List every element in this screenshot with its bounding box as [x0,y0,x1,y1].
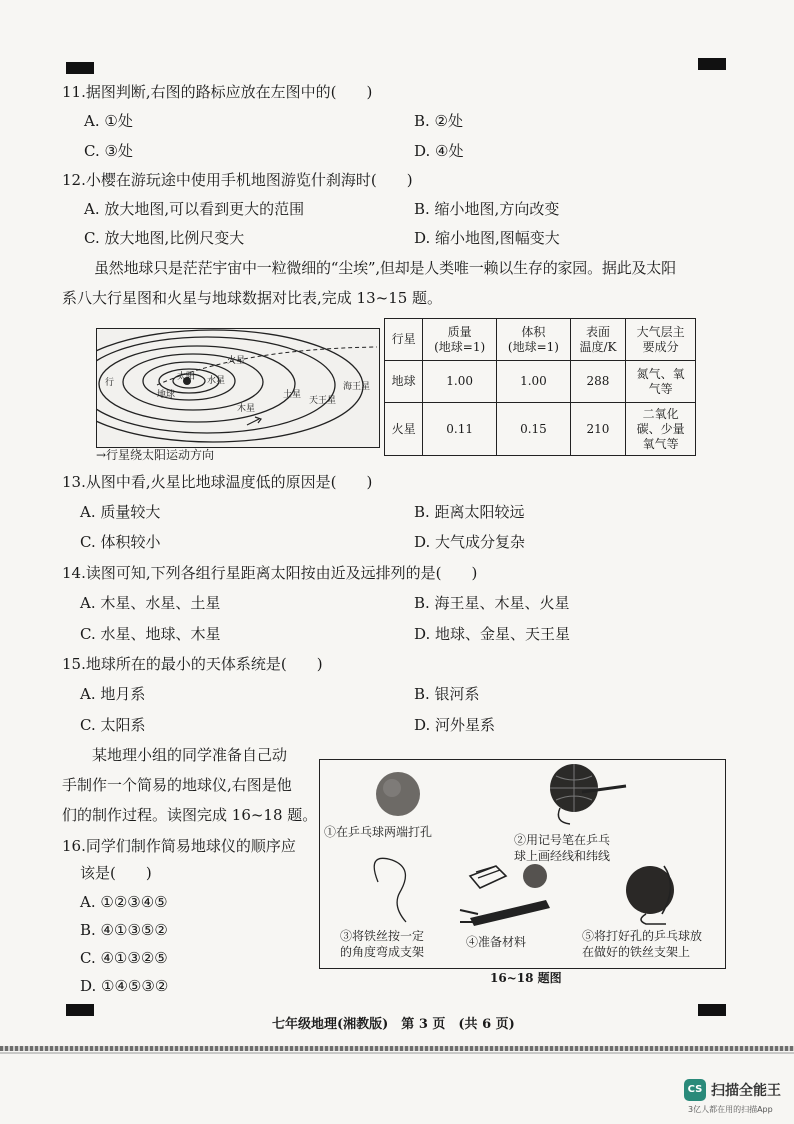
label-jupiter: 木星 [237,404,256,414]
q13-option-c[interactable]: C. 体积较小 [80,533,161,551]
q13-option-b[interactable]: B. 距离太阳较远 [414,503,525,521]
cell-mars-temperature: 210 [570,403,625,456]
step5-caption-line1: ⑤将打好孔的乒乓球放 [582,929,703,943]
q14-stem: 14.读图可知,下列各组行星距离太阳按由近及远排列的是( ) [62,564,478,582]
cell-mars-mass: 0.11 [423,403,497,456]
step2-caption-line1: ②用记号笔在乒乓 [514,833,611,847]
q14-option-c[interactable]: C. 水星、地球、木星 [80,625,221,643]
step5-caption-line2: 在做好的铁丝支架上 [582,945,691,959]
globe-making-figure [319,759,726,969]
label-fragment: 行 [105,378,115,388]
intro-16-18-line1: 某地理小组的同学准备自己动 [92,746,288,764]
camscanner-name: 扫描全能王 [711,1083,781,1099]
header-temperature: 表面 温度/K [570,319,625,361]
finished-globe-icon [626,866,674,914]
q14-option-b[interactable]: B. 海王星、木星、火星 [414,594,570,612]
q12-option-a[interactable]: A. 放大地图,可以看到更大的范围 [84,200,305,218]
step4-caption: ④准备材料 [466,935,527,949]
cell-mars-name: 火星 [385,403,423,456]
cell-earth-mass: 1.00 [423,361,497,403]
wire-coil-icon [470,866,506,888]
label-uranus: 天王星 [309,396,337,406]
q15-option-d[interactable]: D. 河外星系 [414,716,496,734]
q14-option-a[interactable]: A. 木星、水星、土星 [80,594,221,612]
label-sun: 太阳 [177,372,196,382]
cell-earth-temperature: 288 [570,361,625,403]
cell-earth-atmosphere: 氮气、氧 气等 [626,361,696,403]
earth-mars-data-table [384,318,696,456]
cell-mars-atmosphere: 二氧化 碳、少量 氧气等 [626,403,696,456]
label-earth: 地球 [157,390,176,400]
header-mass: 质量 (地球=1) [423,319,497,361]
intro-16-18-line2: 手制作一个简易的地球仪,右图是他 [62,776,292,794]
q12-stem: 12.小樱在游玩途中使用手机地图游览什刹海时( ) [62,171,413,189]
q11-option-b[interactable]: B. ②处 [414,112,464,130]
q13-stem: 13.从图中看,火星比地球温度低的原因是( ) [62,473,373,491]
q16-stem-line2: 该是( ) [80,864,152,882]
label-mars: 火星 [227,356,246,366]
q13-option-d[interactable]: D. 大气成分复杂 [414,533,526,551]
step3-caption-line2: 的角度弯成支架 [340,945,425,959]
scan-edge-artifact-2 [0,1052,794,1054]
camscanner-logo: CS [684,1079,706,1101]
header-volume: 体积 (地球=1) [497,319,571,361]
q11-option-a[interactable]: A. ①处 [84,112,133,130]
camscanner-tagline: 3亿人都在用的扫描App [688,1105,773,1114]
intro-13-15-line2: 系八大行星图和火星与地球数据对比表,完成 13~15 题。 [62,289,443,307]
registration-mark-bottom-left [66,1004,94,1016]
q11-option-c[interactable]: C. ③处 [84,142,133,160]
q12-option-c[interactable]: C. 放大地图,比例尺变大 [84,229,245,247]
material-ball-icon [523,864,547,888]
q15-option-b[interactable]: B. 银河系 [414,685,480,703]
registration-mark-top-left [66,62,94,74]
label-saturn: 土星 [283,390,302,400]
q11-option-d[interactable]: D. ④处 [414,142,464,160]
scan-edge-artifact [0,1046,794,1051]
q14-option-d[interactable]: D. 地球、金星、天王星 [414,625,571,643]
pliers-icon [470,900,550,926]
header-atmosphere: 大气层主 要成分 [626,319,696,361]
q12-option-b[interactable]: B. 缩小地图,方向改变 [414,200,560,218]
q16-option-a[interactable]: A. ①②③④⑤ [80,893,168,911]
step1-caption: ①在乒乓球两端打孔 [324,825,433,839]
orbit-direction-legend: →行星绕太阳运动方向 [96,448,215,462]
q16-option-c[interactable]: C. ④①③②⑤ [80,949,168,967]
step3-caption-line1: ③将铁丝按一定 [340,929,425,943]
intro-13-15-line1: 虽然地球只是茫茫宇宙中一粒微细的“尘埃”,但却是人类唯一赖以生存的家园。据此及太阳 [94,259,676,277]
solar-system-diagram [96,328,380,448]
cell-mars-volume: 0.15 [497,403,571,456]
registration-mark-bottom-right [698,1004,726,1016]
q16-stem-line1: 16.同学们制作简易地球仪的顺序应 [62,837,296,855]
cell-earth-name: 地球 [385,361,423,403]
registration-mark-top-right [698,58,726,70]
orbit-arrow-icon [247,419,259,425]
step2-caption-line2: 球上画经线和纬线 [514,849,611,863]
q11-stem: 11.据图判断,右图的路标应放在左图中的( ) [62,83,373,101]
bent-wire-icon [374,858,406,922]
q15-option-c[interactable]: C. 太阳系 [80,716,146,734]
figure-caption: 16~18 题图 [490,971,562,985]
solar-system-orbits [97,329,379,447]
header-planet: 行星 [385,319,423,361]
label-mercury: 水星 [207,376,226,386]
q15-stem: 15.地球所在的最小的天体系统是( ) [62,655,323,673]
q12-option-d[interactable]: D. 缩小地图,图幅变大 [414,229,560,247]
q16-option-b[interactable]: B. ④①③⑤② [80,921,168,939]
intro-16-18-line3: 们的制作过程。读图完成 16~18 题。 [62,806,318,824]
cell-earth-volume: 1.00 [497,361,571,403]
label-neptune: 海王星 [343,382,371,392]
q13-option-a[interactable]: A. 质量较大 [80,503,161,521]
page-footer: 七年级地理(湘教版) 第 3 页 (共 6 页) [272,1017,515,1032]
q16-option-d[interactable]: D. ①④⑤③② [80,977,169,995]
q15-option-a[interactable]: A. 地月系 [80,685,146,703]
